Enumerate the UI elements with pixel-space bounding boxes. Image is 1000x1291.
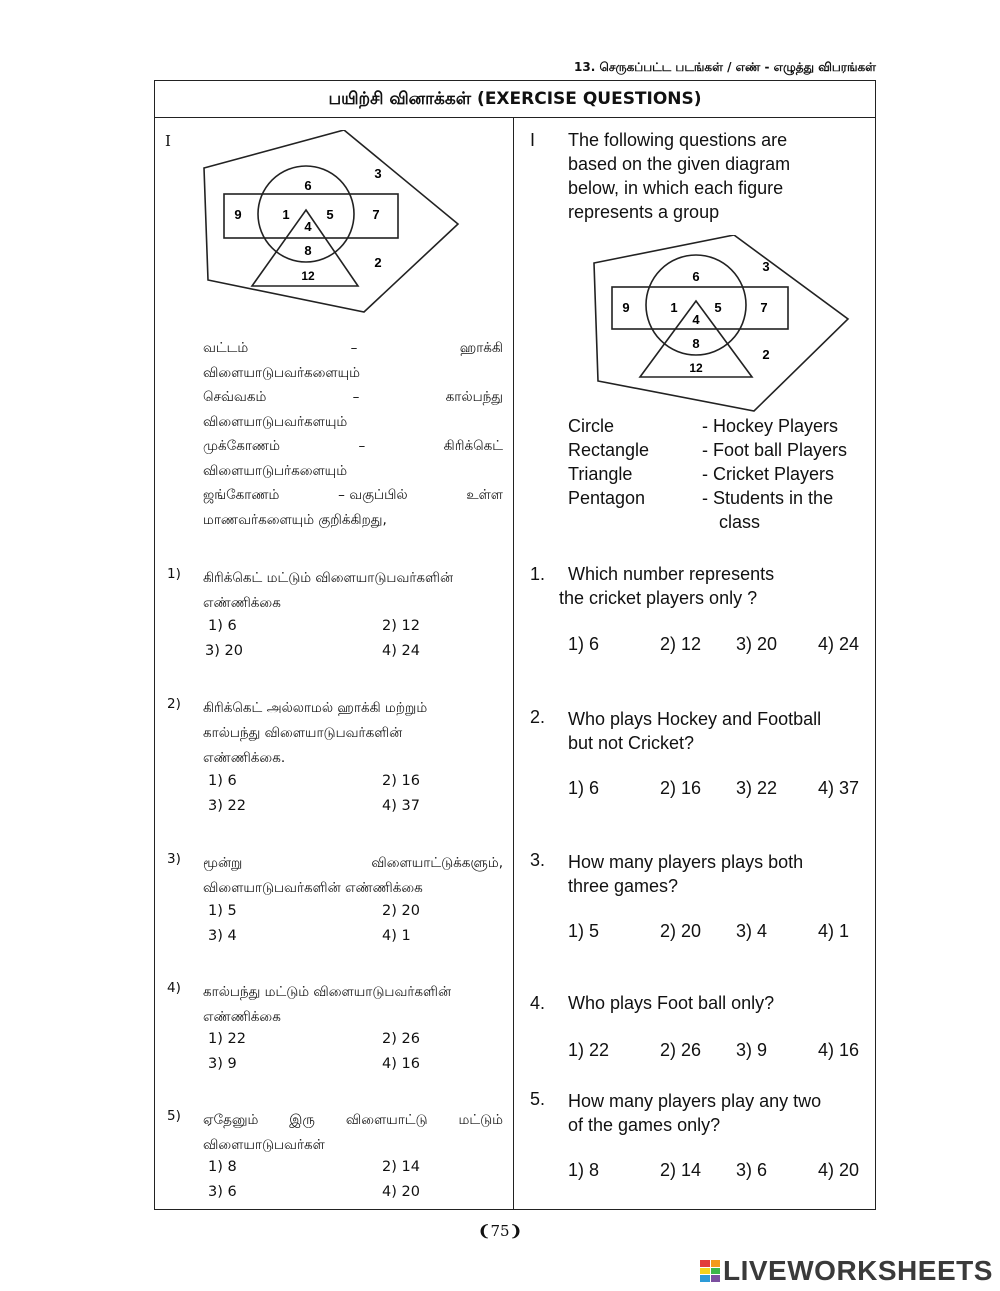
tamil-legend-line: ஜங்கோணம் – வகுப்பில் உள்ள bbox=[203, 487, 503, 503]
venn-diagram-english bbox=[590, 235, 860, 425]
english-q1-line-2: the cricket players only ? bbox=[559, 588, 758, 608]
region-all-three: 4 bbox=[692, 312, 700, 327]
region-rect-circle: 1 bbox=[670, 300, 678, 315]
english-q3-number: 3. bbox=[530, 850, 546, 870]
region-pentagon-top: 3 bbox=[374, 166, 382, 181]
logo-text: LIVEWORKSHEETS bbox=[723, 1255, 993, 1286]
tamil-q5-number: 5) bbox=[167, 1108, 181, 1124]
tamil-q2-option-1[interactable]: 1) 6 bbox=[208, 773, 237, 789]
legend-row: Circle - Hockey Players bbox=[568, 416, 839, 436]
page-number: ❨75❩ bbox=[477, 1222, 523, 1240]
tamil-q3-text: மூன்று விளையாட்டுக்களும், விளையாடுபவர்களின் எண்ணிக்கை bbox=[203, 855, 503, 896]
tamil-q1-option-2[interactable]: 2) 12 bbox=[382, 618, 420, 634]
english-q5-option-3[interactable]: 3) 6 bbox=[736, 1160, 768, 1180]
english-q2-text: Who plays Hockey and Football but not Cricket? bbox=[568, 709, 822, 753]
tamil-legend-line: விளையாடுபவர்களையும் bbox=[203, 364, 361, 381]
chapter-reference: 13. செருகப்பட்ட படங்கள் / எண் - எழுத்து விபரங்கள் bbox=[574, 60, 876, 74]
legend-row: Pentagon - Students in the bbox=[568, 488, 834, 508]
english-q5-text: How many players play any two of the games only? bbox=[568, 1091, 822, 1135]
logo-block bbox=[711, 1268, 721, 1275]
english-q1-option-2[interactable]: 2) 12 bbox=[660, 634, 702, 654]
english-q4-text: Who plays Foot ball only? bbox=[568, 993, 775, 1013]
english-q2-option-2[interactable]: 2) 16 bbox=[660, 778, 702, 798]
region-circle-rect-right: 5 bbox=[326, 207, 334, 222]
tamil-q4-text: கால்பந்து மட்டும் விளையாடுபவர்களின் எண்ணிக்கை bbox=[203, 984, 452, 1025]
english-q3-option-4[interactable]: 4) 1 bbox=[818, 921, 850, 941]
english-q4-option-3[interactable]: 3) 9 bbox=[736, 1040, 768, 1060]
english-q1-option-3[interactable]: 3) 20 bbox=[736, 634, 778, 654]
logo-block bbox=[700, 1268, 710, 1275]
region-rect-only-right: 7 bbox=[372, 207, 380, 222]
tamil-q1-number: 1) bbox=[167, 566, 181, 582]
tamil-q4-option-3[interactable]: 3) 9 bbox=[208, 1056, 237, 1072]
english-q4-option-4[interactable]: 4) 16 bbox=[818, 1040, 860, 1060]
tamil-q5-option-2[interactable]: 2) 14 bbox=[382, 1159, 420, 1175]
tamil-legend-line: செவ்வகம் – கால்பந்து bbox=[203, 389, 503, 405]
tamil-q1-text: கிரிக்கெட் மட்டும் விளையாடுபவர்களின் எண்ணிக்கை bbox=[203, 570, 454, 611]
liveworksheets-logo[interactable] bbox=[700, 1257, 993, 1285]
english-q3-option-1[interactable]: 1) 5 bbox=[568, 921, 600, 941]
region-circle-triangle: 8 bbox=[692, 336, 700, 351]
tamil-q1-option-1[interactable]: 1) 6 bbox=[208, 618, 237, 634]
legend-row: Rectangle - Foot ball Players bbox=[568, 440, 848, 460]
tamil-q1-option-4[interactable]: 4) 24 bbox=[382, 643, 420, 659]
tamil-q4-number: 4) bbox=[167, 980, 181, 996]
region-rect-only-right: 7 bbox=[760, 300, 768, 315]
legend-row-continued: class bbox=[719, 512, 761, 532]
english-q2-number: 2. bbox=[530, 707, 546, 727]
region-rect-only-left: 9 bbox=[622, 300, 630, 315]
tamil-q5-option-4[interactable]: 4) 20 bbox=[382, 1184, 420, 1200]
tamil-q5-option-3[interactable]: 3) 6 bbox=[208, 1184, 237, 1200]
logo-block bbox=[700, 1260, 710, 1267]
region-pentagon-bottom: 2 bbox=[374, 255, 382, 270]
region-all-three: 4 bbox=[304, 219, 312, 234]
english-q1-number: 1. bbox=[530, 564, 546, 584]
tamil-q2-text: கிரிக்கெட் அல்லாமல் ஹாக்கி மற்றும் கால்பந்து விளையாடுபவர்களின் எண்ணிக்கை. bbox=[203, 700, 428, 766]
english-q4-option-2[interactable]: 2) 26 bbox=[660, 1040, 702, 1060]
english-q1-line-1: Which number represents bbox=[568, 564, 775, 584]
tamil-q4-option-2[interactable]: 2) 26 bbox=[382, 1031, 420, 1047]
english-q4-option-1[interactable]: 1) 22 bbox=[568, 1040, 610, 1060]
legend-row: Triangle - Cricket Players bbox=[568, 464, 835, 484]
region-rect-only-left: 9 bbox=[234, 207, 242, 222]
english-q4-number: 4. bbox=[530, 993, 546, 1013]
tamil-legend-line: மாணவர்களையும் குறிக்கிறது, bbox=[203, 511, 387, 528]
english-q5-option-2[interactable]: 2) 14 bbox=[660, 1160, 702, 1180]
tamil-section-number: I bbox=[165, 132, 171, 150]
exercise-title: பயிற்சி வினாக்கள் (EXERCISE QUESTIONS) bbox=[154, 80, 876, 118]
english-intro: The following questions are based on the given diagram below, in which each figure represents a group bbox=[568, 130, 791, 222]
english-q5-number: 5. bbox=[530, 1089, 546, 1109]
tamil-q2-option-4[interactable]: 4) 37 bbox=[382, 798, 420, 814]
logo-mark-icon bbox=[700, 1260, 720, 1282]
tamil-legend-line: விளையாடுபர்களையும் bbox=[203, 462, 348, 479]
tamil-legend-line: வட்டம் – ஹாக்கி bbox=[203, 340, 503, 356]
logo-block bbox=[711, 1275, 721, 1282]
tamil-q3-option-3[interactable]: 3) 4 bbox=[208, 928, 237, 944]
region-circle-only: 6 bbox=[304, 178, 312, 193]
venn-diagram-tamil bbox=[200, 130, 470, 320]
tamil-q2-option-2[interactable]: 2) 16 bbox=[382, 773, 420, 789]
tamil-q3-option-1[interactable]: 1) 5 bbox=[208, 903, 237, 919]
tamil-q4-option-1[interactable]: 1) 22 bbox=[208, 1031, 246, 1047]
english-q2-option-1[interactable]: 1) 6 bbox=[568, 778, 600, 798]
english-section-number: I bbox=[530, 130, 536, 150]
region-triangle-only: 12 bbox=[689, 361, 703, 375]
english-q5-option-1[interactable]: 1) 8 bbox=[568, 1160, 600, 1180]
tamil-q2-number: 2) bbox=[167, 696, 181, 712]
tamil-q5-text: ஏதேனும் இரு விளையாட்டு மட்டும் விளையாடுபவர்கள் bbox=[203, 1112, 503, 1153]
region-rect-circle: 1 bbox=[282, 207, 290, 222]
english-q1-option-1[interactable]: 1) 6 bbox=[568, 634, 600, 654]
tamil-legend bbox=[203, 336, 503, 532]
tamil-legend-line: முக்கோணம் – கிரிக்கெட் bbox=[203, 438, 503, 454]
tamil-legend-line: விளையாடுபவர்களயும் bbox=[203, 413, 348, 430]
english-q3-option-3[interactable]: 3) 4 bbox=[736, 921, 768, 941]
tamil-q1-option-3[interactable]: 3) 20 bbox=[205, 643, 243, 659]
tamil-q2-option-3[interactable]: 3) 22 bbox=[208, 798, 246, 814]
english-q2-option-4[interactable]: 4) 37 bbox=[818, 778, 860, 798]
region-pentagon-bottom: 2 bbox=[762, 347, 770, 362]
region-triangle-only: 12 bbox=[301, 269, 315, 283]
english-q2-option-3[interactable]: 3) 22 bbox=[736, 778, 778, 798]
english-q3-option-2[interactable]: 2) 20 bbox=[660, 921, 702, 941]
english-legend bbox=[568, 414, 873, 534]
region-pentagon-top: 3 bbox=[762, 259, 770, 274]
tamil-q5-option-1[interactable]: 1) 8 bbox=[208, 1159, 237, 1175]
logo-block bbox=[700, 1275, 710, 1282]
tamil-q3-option-2[interactable]: 2) 20 bbox=[382, 903, 420, 919]
tamil-q4-option-4[interactable]: 4) 16 bbox=[382, 1056, 420, 1072]
column-divider bbox=[513, 118, 514, 1210]
region-circle-only: 6 bbox=[692, 269, 700, 284]
logo-block bbox=[711, 1260, 721, 1267]
tamil-q3-number: 3) bbox=[167, 851, 181, 867]
english-q5-option-4[interactable]: 4) 20 bbox=[818, 1160, 860, 1180]
region-circle-rect-right: 5 bbox=[714, 300, 722, 315]
region-circle-triangle: 8 bbox=[304, 243, 312, 258]
english-q3-text: How many players plays both three games? bbox=[568, 852, 804, 896]
english-q1-option-4[interactable]: 4) 24 bbox=[818, 634, 860, 654]
tamil-q3-option-4[interactable]: 4) 1 bbox=[382, 928, 411, 944]
